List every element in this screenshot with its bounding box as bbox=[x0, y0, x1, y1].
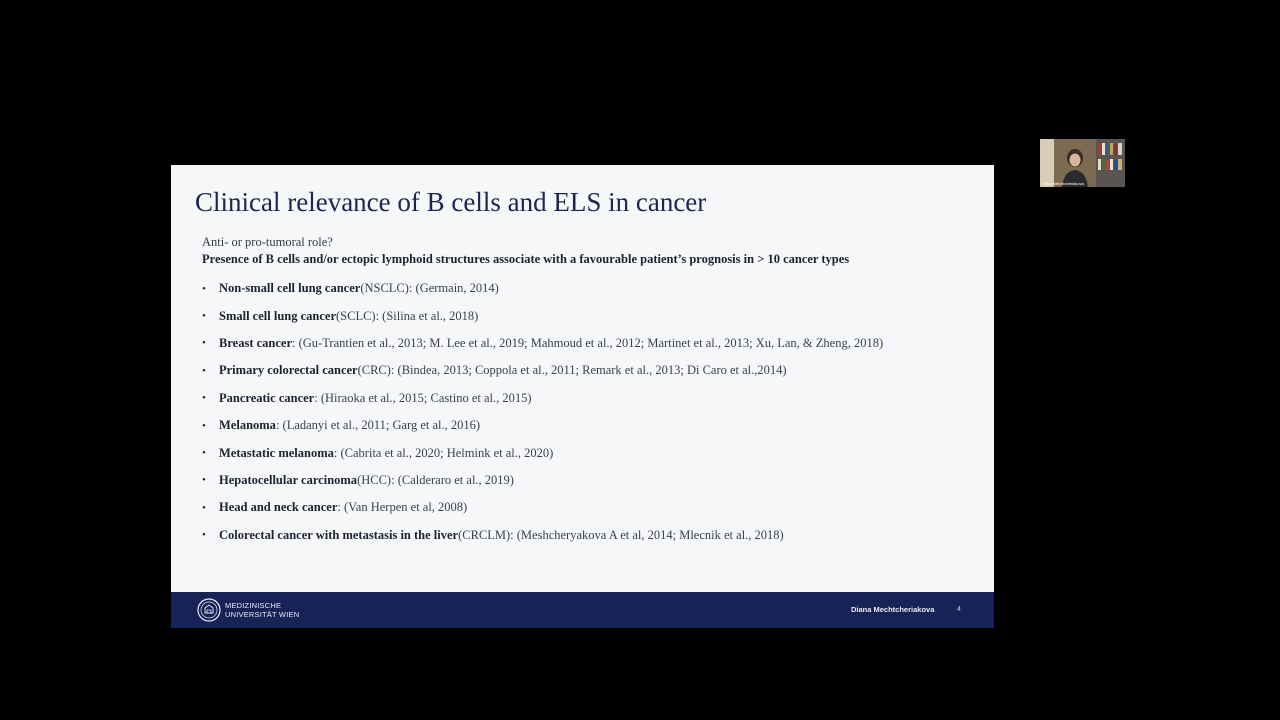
presentation-slide bbox=[171, 165, 994, 628]
cancer-type-references: (NSCLC): (Germain, 2014) bbox=[360, 281, 499, 296]
slide-lead-statement: Presence of B cells and/or ectopic lymphoid structures associate with a favourable patient’s prognosis in > 10 cancer types bbox=[202, 252, 850, 266]
university-logo-text bbox=[225, 601, 299, 619]
participant-video-feed bbox=[1040, 139, 1125, 187]
cancer-type-name: Non-small cell lung cancer bbox=[219, 281, 361, 296]
slide-subtitle: Anti- or pro-tumoral role? bbox=[202, 235, 333, 249]
slide-title: Clinical relevance of B cells and ELS in cancer bbox=[195, 187, 707, 217]
cancer-type-name: Pancreatic cancer bbox=[219, 390, 315, 405]
cancer-type-references: (SCLC): (Silina et al., 2018) bbox=[336, 308, 479, 323]
bullet-icon: • bbox=[202, 282, 206, 295]
slide-footer bbox=[171, 592, 994, 628]
list-item bbox=[202, 385, 883, 412]
footer-author: Diana Mechtcheriakova bbox=[851, 605, 935, 614]
participant-video-thumbnail[interactable] bbox=[1040, 139, 1125, 187]
logo-line-2: UNIVERSITÄT WIEN bbox=[225, 610, 300, 619]
bullet-icon: • bbox=[202, 337, 206, 350]
university-seal-icon bbox=[197, 598, 221, 622]
cancer-type-name: Head and neck cancer bbox=[219, 500, 338, 515]
cancer-type-references: (CRCLM): (Meshcheryakova A et al, 2014; Mlecnik et al., 2018) bbox=[458, 527, 784, 542]
cancer-type-name: Small cell lung cancer bbox=[219, 308, 336, 323]
bullet-icon: • bbox=[202, 447, 206, 460]
cancer-type-name: Colorectal cancer with metastasis in the liver bbox=[219, 527, 459, 542]
participant-name: Diana Mechtcheriakova bbox=[1042, 181, 1084, 186]
cancer-type-references: : (Van Herpen et al, 2008) bbox=[337, 500, 468, 515]
bullet-icon: • bbox=[202, 474, 206, 487]
cancer-type-name: Metastatic melanoma bbox=[219, 445, 334, 460]
list-item bbox=[202, 494, 883, 521]
list-item bbox=[202, 275, 883, 302]
bullet-icon: • bbox=[202, 501, 206, 514]
list-item bbox=[202, 302, 883, 329]
cancer-type-name: Melanoma bbox=[219, 418, 276, 433]
cancer-type-name: Primary colorectal cancer bbox=[219, 363, 358, 378]
cancer-type-references: (HCC): (Calderaro et al., 2019) bbox=[357, 472, 514, 487]
page-number: 4 bbox=[957, 606, 961, 613]
bullet-icon: • bbox=[202, 310, 206, 323]
logo-line-1: MEDIZINISCHE bbox=[225, 601, 282, 610]
list-item bbox=[202, 522, 883, 549]
cancer-type-references: : (Hiraoka et al., 2015; Castino et al., 2015) bbox=[314, 390, 532, 405]
bullet-icon: • bbox=[202, 392, 206, 405]
list-item bbox=[202, 330, 883, 357]
list-item bbox=[202, 439, 883, 466]
list-item bbox=[202, 467, 883, 494]
cancer-type-references: (CRC): (Bindea, 2013; Coppola et al., 2011; Remark et al., 2013; Di Caro et al.,2014) bbox=[357, 363, 787, 378]
cancer-type-references: : (Gu-Trantien et al., 2013; M. Lee et al., 2019; Mahmoud et al., 2012; Martinet et al., 2013; Xu, Lan, & Zheng, 2018) bbox=[292, 335, 884, 350]
cancer-type-references: : (Cabrita et al., 2020; Helmink et al., 2020) bbox=[333, 445, 554, 460]
cancer-type-list bbox=[202, 275, 883, 549]
bullet-icon: • bbox=[202, 529, 206, 542]
list-item bbox=[202, 412, 883, 439]
cancer-type-references: : (Ladanyi et al., 2011; Garg et al., 2016) bbox=[275, 418, 481, 433]
cancer-type-name: Breast cancer bbox=[219, 335, 293, 350]
list-item bbox=[202, 357, 883, 384]
bullet-icon: • bbox=[202, 419, 206, 432]
bullet-icon: • bbox=[202, 364, 206, 377]
cancer-type-name: Hepatocellular carcinoma bbox=[219, 472, 358, 487]
